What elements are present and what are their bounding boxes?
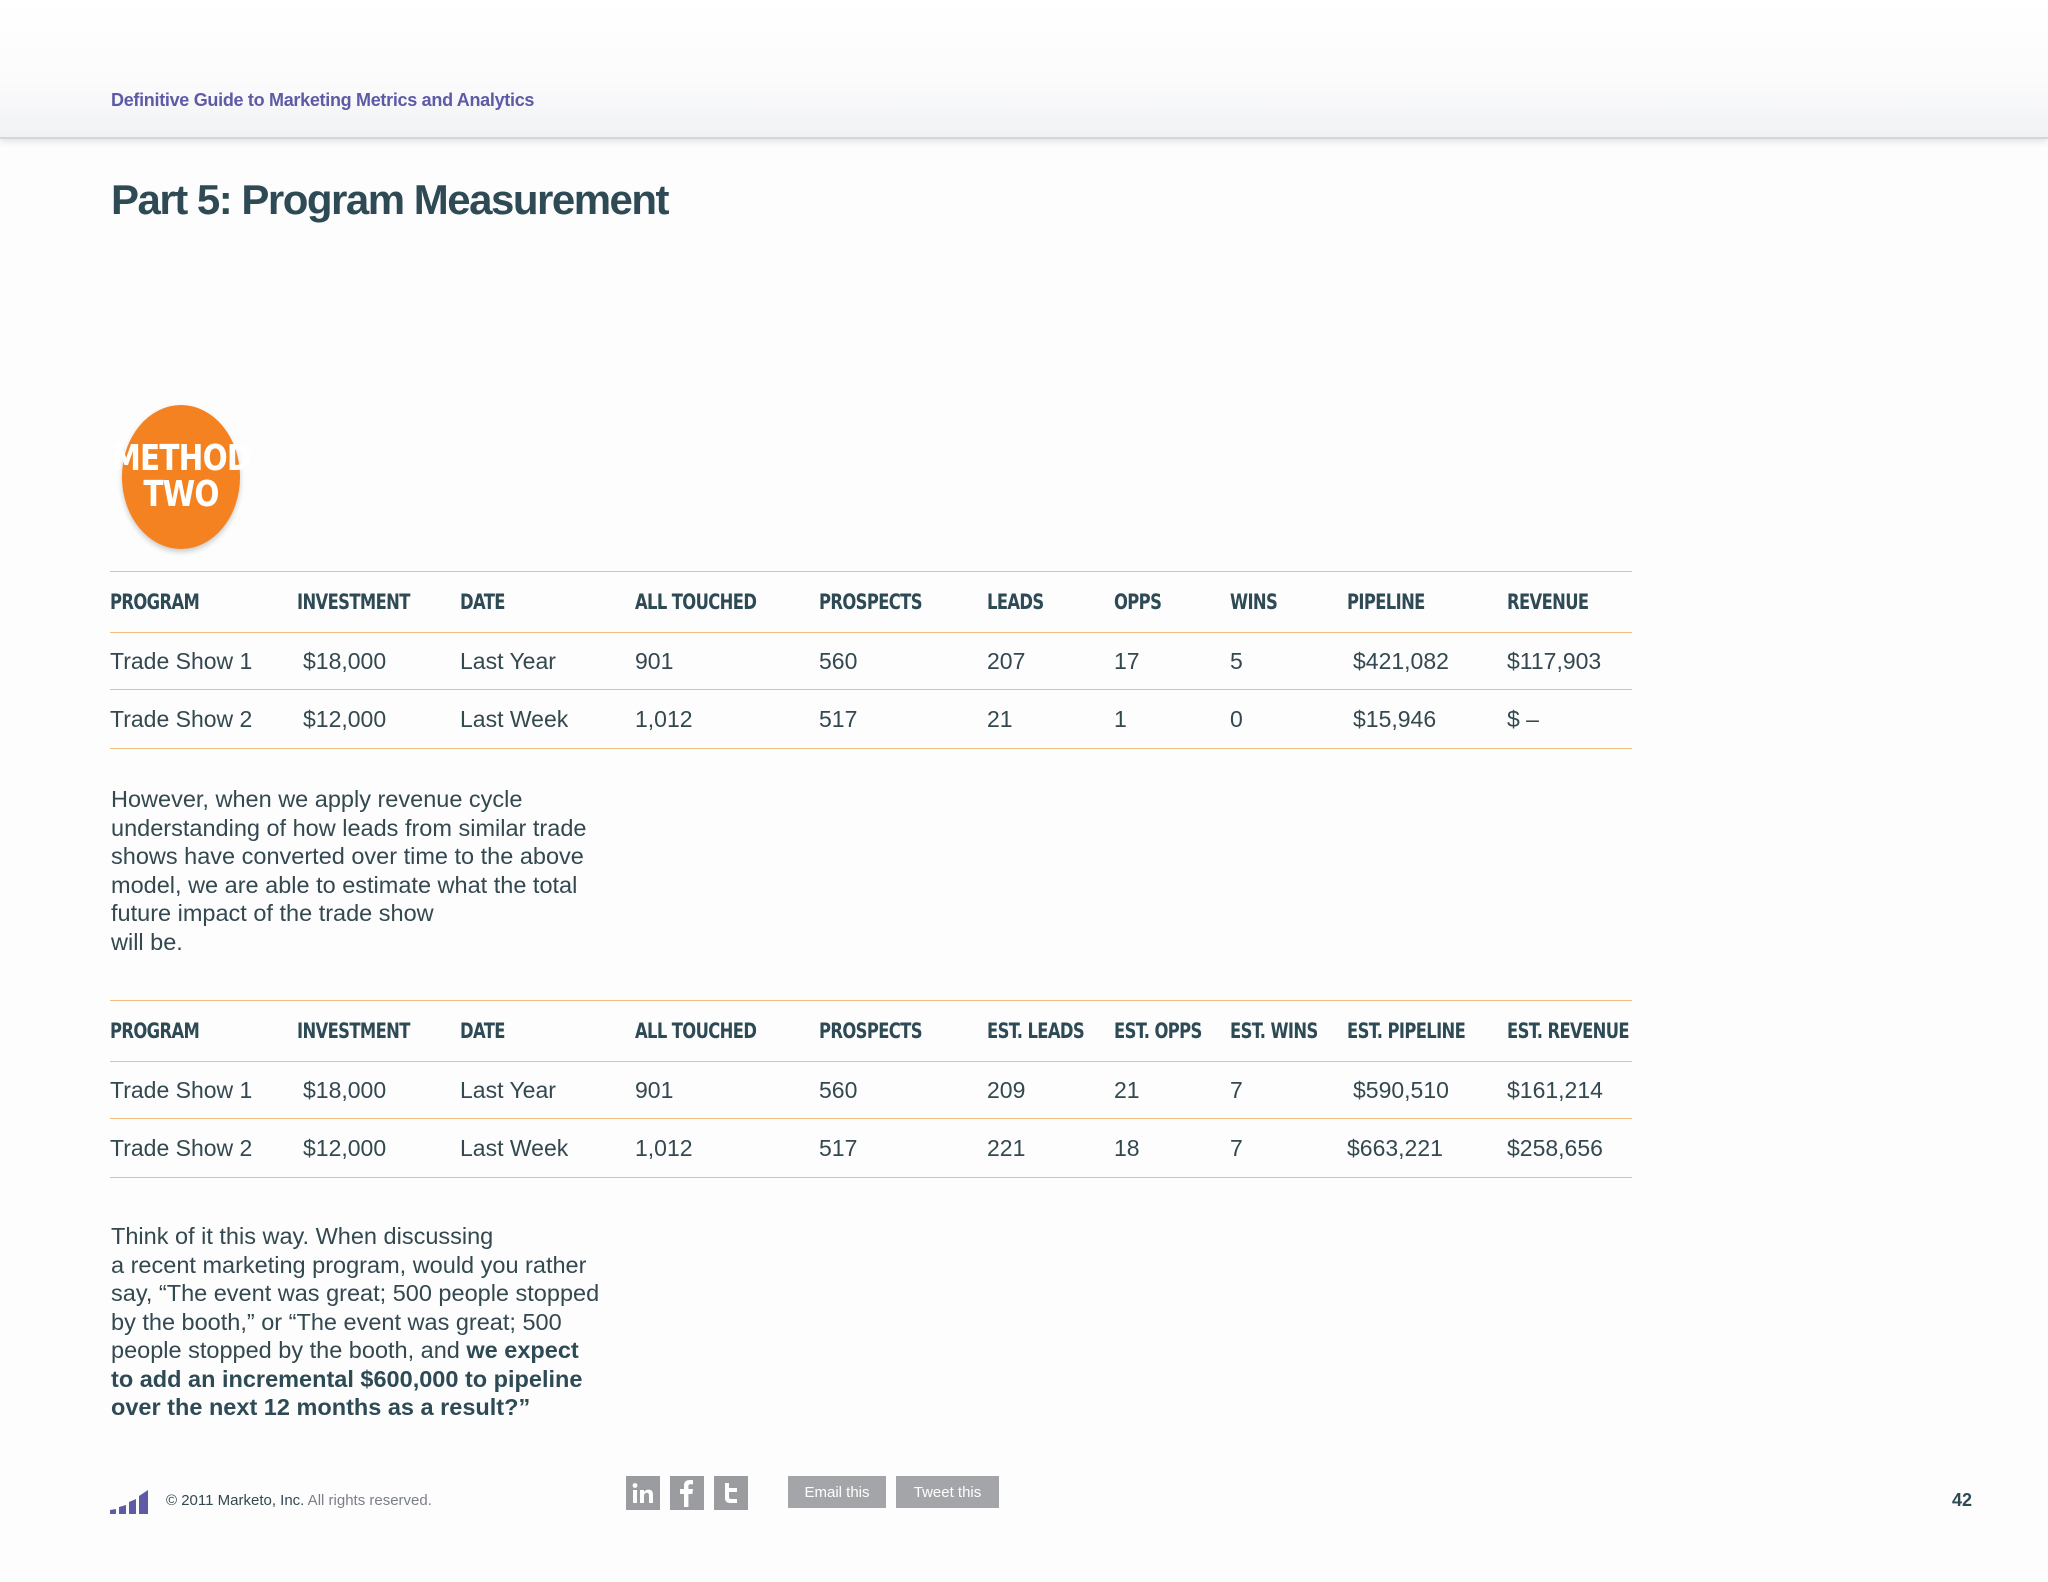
method-badge <box>111 405 251 549</box>
conclusion-paragraph <box>111 1222 599 1422</box>
table-cell: Last Year <box>460 633 635 690</box>
table-row <box>110 633 1632 690</box>
column-header: EST. WINS <box>1230 1001 1347 1062</box>
table-cell: 1,012 <box>635 1119 819 1178</box>
facebook-icon[interactable] <box>670 1476 704 1510</box>
emphasis-text: over the next 12 months as a result?” <box>111 1394 531 1420</box>
table-cell: 21 <box>1114 1062 1230 1119</box>
table-cell: 18 <box>1114 1119 1230 1178</box>
estimated-metrics-table <box>110 1000 1632 1178</box>
column-header: LEADS <box>987 572 1114 633</box>
table-cell: 517 <box>819 1119 987 1178</box>
table-cell: 209 <box>987 1062 1114 1119</box>
table-cell: $161,214 <box>1507 1062 1632 1119</box>
column-header: OPPS <box>1114 572 1230 633</box>
column-header: WINS <box>1230 572 1347 633</box>
paragraph-line: understanding of how leads from similar trade <box>111 814 587 841</box>
table-cell: Trade Show 2 <box>110 690 297 749</box>
emphasis-text: to add an incremental $600,000 to pipeline <box>111 1365 583 1392</box>
table-cell: $663,221 <box>1347 1119 1507 1178</box>
badge-line-2: TWO <box>143 474 219 515</box>
column-header: PROSPECTS <box>819 1001 987 1062</box>
table-cell: Last Week <box>460 1119 635 1178</box>
column-header: EST. REVENUE <box>1507 1001 1632 1062</box>
table-cell: $18,000 <box>297 1062 460 1119</box>
badge-line-1: METHOD <box>111 438 251 479</box>
table-cell: 901 <box>635 1062 819 1119</box>
table-cell: 7 <box>1230 1062 1347 1119</box>
table-cell: $ – <box>1507 690 1632 749</box>
column-header: PROSPECTS <box>819 572 987 633</box>
table-header-row <box>110 572 1632 633</box>
table-cell: Last Year <box>460 1062 635 1119</box>
paragraph-line: Think of it this way. When discussing <box>111 1223 494 1249</box>
paragraph-line: a recent marketing program, would you rather <box>111 1251 587 1278</box>
column-header: PIPELINE <box>1347 572 1507 633</box>
table-cell: 0 <box>1230 690 1347 749</box>
paragraph-line: say, “The event was great; 500 people stopped <box>111 1280 600 1306</box>
table-cell: $15,946 <box>1347 690 1507 749</box>
paragraph-line: shows have converted over time to the above <box>111 843 584 869</box>
paragraph-line: by the booth,” or “The event was great; 500 <box>111 1308 562 1335</box>
table-cell: Trade Show 1 <box>110 633 297 690</box>
paragraph-line: model, we are able to estimate what the total <box>111 871 578 898</box>
table-cell: $12,000 <box>297 690 460 749</box>
paragraph-line: people stopped by the booth, and <box>111 1337 467 1363</box>
table-cell: 1 <box>1114 690 1230 749</box>
paragraph-line: However, when we apply revenue cycle <box>111 786 523 812</box>
table-cell: $421,082 <box>1347 633 1507 690</box>
table-cell: Trade Show 1 <box>110 1062 297 1119</box>
table-cell: 560 <box>819 1062 987 1119</box>
explanation-paragraph <box>111 785 586 956</box>
paragraph-line: will be. <box>111 928 183 955</box>
table-cell: 901 <box>635 633 819 690</box>
column-header: DATE <box>460 572 635 633</box>
table-cell: Trade Show 2 <box>110 1119 297 1178</box>
column-header: EST. OPPS <box>1114 1001 1230 1062</box>
table-cell: Last Week <box>460 690 635 749</box>
table-cell: 207 <box>987 633 1114 690</box>
column-header: EST. PIPELINE <box>1347 1001 1507 1062</box>
table-cell: $12,000 <box>297 1119 460 1178</box>
table-cell: 560 <box>819 633 987 690</box>
column-header: ALL TOUCHED <box>635 572 819 633</box>
table-row <box>110 1062 1632 1119</box>
table-cell: 5 <box>1230 633 1347 690</box>
actual-metrics-table <box>110 571 1632 749</box>
linkedin-icon[interactable] <box>626 1476 660 1510</box>
marketo-logo-icon <box>110 1488 150 1514</box>
table-header-row <box>110 1001 1632 1062</box>
page-number: 42 <box>1952 1490 1973 1510</box>
paragraph-line: future impact of the trade show <box>111 900 434 926</box>
table-row <box>110 1119 1632 1178</box>
column-header: ALL TOUCHED <box>635 1001 819 1062</box>
table-cell: 7 <box>1230 1119 1347 1178</box>
page-title: Part 5: Program Measurement <box>111 176 669 223</box>
column-header: DATE <box>460 1001 635 1062</box>
column-header: INVESTMENT <box>297 1001 460 1062</box>
emphasis-text: we expect <box>466 1337 579 1363</box>
column-header: EST. LEADS <box>987 1001 1114 1062</box>
column-header: REVENUE <box>1507 572 1632 633</box>
header-bar <box>0 0 2048 139</box>
table-cell: 21 <box>987 690 1114 749</box>
email-this-button[interactable]: Email this <box>788 1476 886 1508</box>
column-header: PROGRAM <box>110 1001 297 1062</box>
twitter-icon[interactable] <box>714 1476 748 1510</box>
table-cell: 221 <box>987 1119 1114 1178</box>
tweet-this-button[interactable]: Tweet this <box>896 1476 999 1508</box>
table-cell: 17 <box>1114 633 1230 690</box>
column-header: PROGRAM <box>110 572 297 633</box>
column-header: INVESTMENT <box>297 572 460 633</box>
table-row <box>110 690 1632 749</box>
table-cell: $258,656 <box>1507 1119 1632 1178</box>
copyright-text: © 2011 Marketo, Inc. All rights reserved. <box>166 1492 432 1509</box>
table-cell: $117,903 <box>1507 633 1632 690</box>
table-cell: $590,510 <box>1347 1062 1507 1119</box>
table-cell: 1,012 <box>635 690 819 749</box>
table-cell: 517 <box>819 690 987 749</box>
table-cell: $18,000 <box>297 633 460 690</box>
document-title: Definitive Guide to Marketing Metrics and Analytics <box>111 90 535 110</box>
